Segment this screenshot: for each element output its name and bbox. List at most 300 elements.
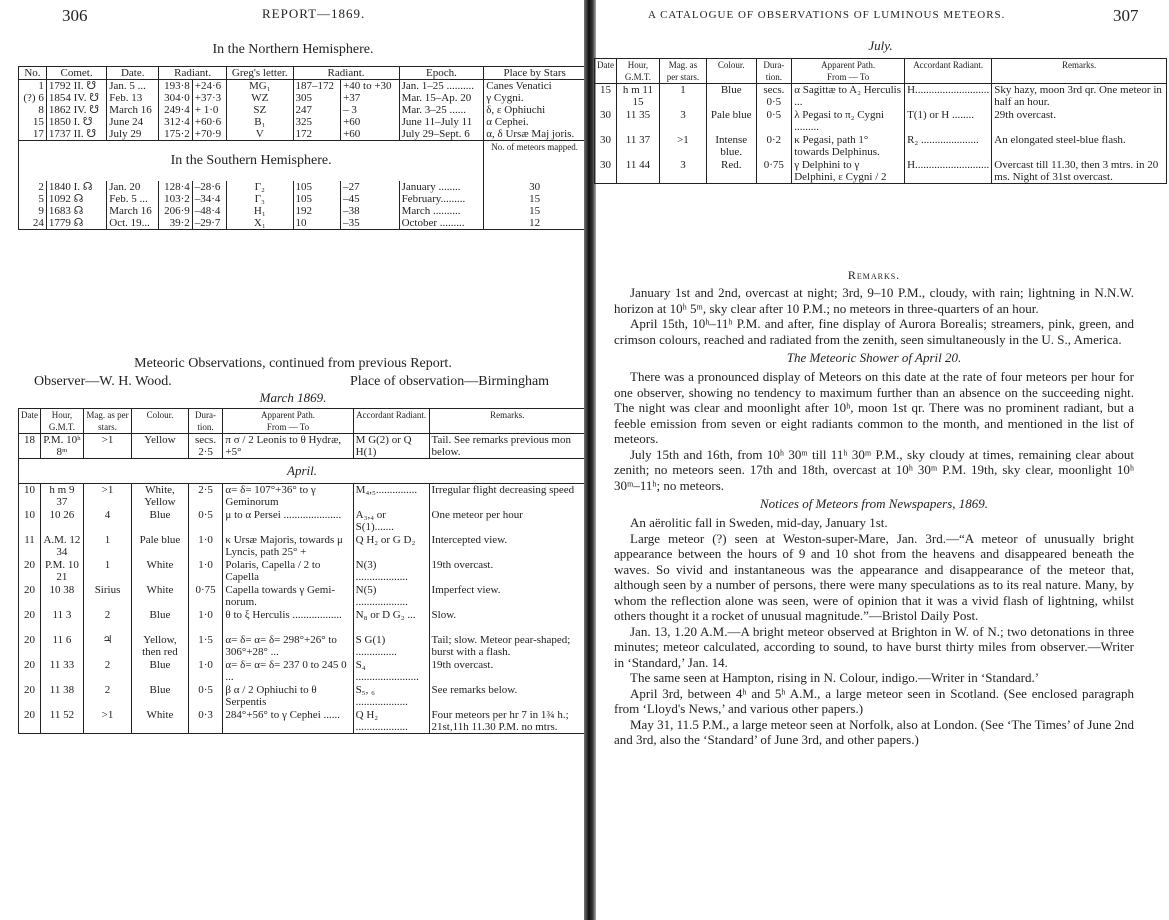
obs-path: α= δ= 107°+36° to γ Geminorum	[223, 484, 353, 509]
paragraph: Large meteor (?) seen at Weston-super-Mare, Jan. 3rd.—“A meteor of unusually bright appearance between the hours of 9 and 10 shot from the heavens and disappeared beneath the waves. So vivid and instantaneous was the appearance and disappearance of the meteor that, although seen by a number of persons, there were many speculations as to its real nature. Many, by whom the reflection alone was seen, were of opinion that it was a vivid flash of lightning, whilst others thought it a rocket of unusual magnitude.”—Bristol Daily Post.	[614, 530, 1134, 623]
comet-mapped: 12	[484, 217, 586, 230]
comet-name: 1779 ☊	[46, 217, 106, 230]
comet-no: 1	[38, 80, 44, 92]
comet-name: 1683 ☊	[46, 205, 106, 217]
comet-epoch: Jan. 1–25 ..........	[399, 80, 484, 93]
obs-hour: h m 9 37	[41, 484, 84, 509]
obs-col-date: Date	[21, 410, 38, 420]
comet-epoch: July 29–Sept. 6	[399, 128, 484, 141]
obs-remarks: 19th overcast.	[429, 559, 585, 584]
comet-ra: 249·4	[159, 104, 193, 116]
comet-no: 8	[38, 104, 44, 116]
comet-ra: 103·2	[159, 193, 193, 205]
col-radiant-2: Radiant.	[293, 67, 399, 80]
radiant-decl: +37	[341, 92, 399, 104]
obs-mag: >1	[83, 484, 131, 509]
comet-greg: MG₁	[227, 80, 293, 93]
obs-path: κ Ursæ Majoris, towards μ Lyncis, path 25° +	[223, 534, 353, 559]
obs-mag: 1	[659, 84, 706, 109]
comet-ra: 304·0	[159, 92, 193, 104]
obs-accordant: S₅, ₆ ...................	[353, 684, 429, 709]
july-to-header: To	[859, 72, 870, 82]
obs-accordant: R₂ .....................	[905, 134, 992, 159]
obs-path: π σ / 2 Leonis to θ Hydræ, +5°	[223, 434, 353, 459]
observation-row	[19, 659, 586, 684]
obs-duration: 0·3	[188, 709, 223, 734]
comet-date: Feb. 5 ...	[107, 193, 159, 205]
obs-colour: Blue	[132, 684, 188, 709]
obs-colour: Blue	[706, 84, 756, 109]
radiant-ra: 10	[293, 217, 341, 230]
obs-duration: 0·75	[756, 159, 792, 184]
to-header: To	[299, 422, 310, 432]
newspapers-title: Notices of Meteors from Newspapers, 1869.	[759, 496, 989, 511]
obs-path: α= δ= α= δ= 237 0 to 245 0 ...	[223, 659, 353, 684]
comet-date: March 16	[107, 205, 159, 217]
obs-duration: secs. 0·5	[756, 84, 792, 109]
july-col-mag: Mag. as per stars.	[659, 59, 706, 84]
path-header: Apparent Path.	[261, 410, 316, 420]
comet-row	[19, 116, 586, 128]
obs-duration: 0·5	[756, 109, 792, 134]
march-rows	[19, 434, 586, 459]
from-header: From	[266, 422, 287, 432]
july-col-path: Apparent Path. From — To	[792, 59, 905, 84]
comet-row	[19, 104, 586, 116]
obs-accordant: N₈ or D G₂ ...	[353, 609, 429, 634]
obs-hour: 11 35	[617, 109, 660, 134]
obs-mag: 1	[83, 559, 131, 584]
july-rows	[595, 84, 1167, 184]
observation-row	[19, 634, 586, 659]
radiant-decl: +60	[341, 128, 399, 141]
obs-accordant: Q H₂ ...................	[353, 709, 429, 734]
obs-mag: Sirius	[83, 584, 131, 609]
month-march: March 1869.	[259, 390, 327, 405]
comet-epoch: March ..........	[399, 205, 484, 217]
obs-duration: 0·75	[188, 584, 223, 609]
obs-colour: Blue	[132, 509, 188, 534]
observation-row	[19, 509, 586, 534]
obs-date: 11	[24, 533, 35, 546]
obs-date: 20	[24, 608, 35, 621]
observation-row	[19, 609, 586, 634]
comet-mapped: 15	[484, 193, 586, 205]
obs-date: 30	[600, 158, 611, 171]
obs-remarks: Irregular flight decreasing speed	[429, 484, 585, 509]
obs-accordant: N(5) ...................	[353, 584, 429, 609]
comet-epoch: October .........	[399, 217, 484, 230]
obs-path: α= δ= α= δ= 298°+26° to 306°+28° ...	[223, 634, 353, 659]
place-of-observation: Place of observation—Birmingham	[350, 374, 550, 389]
radiant-decl: – 3	[341, 104, 399, 116]
july-col-hour: Hour, G.M.T.	[617, 59, 660, 84]
newspaper-paragraphs	[614, 515, 1134, 748]
obs-remarks: Imperfect view.	[429, 584, 585, 609]
col-date: Date.	[107, 67, 159, 80]
observation-row	[19, 484, 586, 509]
comet-decl: +60·6	[192, 116, 226, 128]
paragraph: January 1st and 2nd, overcast at night; 3rd, 9–10 P.M., cloudy, with rain; lightning in N.N.W. horizon at 10ʰ 5ᵐ, sky clear after 10 P.M.; no meteors in three-quarters of an hour.	[614, 285, 1134, 316]
obs-mag: 4	[83, 509, 131, 534]
july-col-date: Date	[597, 60, 614, 70]
obs-date: 10	[24, 484, 35, 496]
obs-remarks: 29th overcast.	[992, 109, 1167, 134]
obs-accordant: A₃,₄ or S(1).......	[353, 509, 429, 534]
radiant-decl: –45	[341, 193, 399, 205]
obs-accordant: T(1) or H ........	[905, 109, 992, 134]
obs-colour: White	[132, 584, 188, 609]
south-title: In the Southern Hemisphere.	[19, 141, 484, 182]
comet-name: 1850 I. ☋	[46, 116, 106, 128]
observation-row	[595, 84, 1167, 109]
comet-epoch: January ........	[399, 181, 484, 193]
comet-name: 1792 II. ☋	[46, 80, 106, 93]
obs-remarks: An elongated steel-blue flash.	[992, 134, 1167, 159]
col-epoch: Epoch.	[399, 67, 484, 80]
comet-date: March 16	[107, 104, 159, 116]
july-col-colour: Colour.	[706, 59, 756, 84]
comet-greg: SZ	[227, 104, 293, 116]
obs-col-colour: Colour.	[132, 409, 188, 434]
comet-no: 5	[38, 193, 44, 205]
paragraph: May 31, 11.5 P.M., a large meteor seen at Norfolk, also at London. (See ‘The Times’ of June 2nd and 3rd, also the ‘Standard’ of June 3rd, and other papers.)	[614, 716, 1134, 747]
obs-duration: 0·5	[188, 684, 223, 709]
obs-date: 20	[24, 683, 35, 696]
comet-row	[19, 181, 586, 193]
obs-date: 30	[600, 108, 611, 121]
south-mapped-header: No. of meteors mapped.	[484, 141, 586, 182]
obs-col-accordant: Accordant Radiant.	[353, 409, 429, 434]
comet-decl: +70·9	[192, 128, 226, 141]
obs-hour: 11 6	[41, 634, 84, 659]
comet-table	[18, 66, 586, 230]
july-col-accordant: Accordant Radiant.	[905, 59, 992, 84]
paragraph: July 15th and 16th, from 10ʰ 30ᵐ till 11ʰ 30ᵐ P.M., sky cloudy at times, remaining clear about zenith; no meteors seen. 17th and 18th, overcast at 10ʰ 30ᵐ P.M. 19th, sky clear, moonlight 10ʰ 30ᵐ–11ʰ; no meteors.	[614, 446, 1134, 493]
continued-title: Meteoric Observations, continued from previous Report.	[134, 356, 452, 371]
comet-greg: H₁	[227, 205, 293, 217]
col-radiant: Radiant.	[159, 67, 227, 80]
obs-date: 15	[600, 84, 611, 96]
radiant-decl: +60	[341, 116, 399, 128]
obs-hour: 11 37	[617, 134, 660, 159]
south-rows	[19, 181, 586, 230]
shower-paragraphs	[614, 369, 1134, 493]
obs-accordant: M₄,₅...............	[353, 484, 429, 509]
obs-colour: Intense blue.	[706, 134, 756, 159]
comet-ra: 193·8	[159, 80, 193, 93]
comet-date: July 29	[107, 128, 159, 141]
observation-table	[18, 408, 586, 734]
obs-date: 20	[24, 583, 35, 596]
obs-date: 20	[24, 558, 35, 571]
obs-mag: 2	[83, 684, 131, 709]
obs-path: κ Pegasi, path 1° towards Delphinus.	[792, 134, 905, 159]
comet-date: Feb. 13	[107, 92, 159, 104]
paragraph: An aërolitic fall in Sweden, mid-day, January 1st.	[630, 515, 888, 530]
radiant-ra: 247	[293, 104, 341, 116]
obs-path: α Sagittæ to A₂ Herculis ...	[792, 84, 905, 109]
obs-mag: ♃	[83, 634, 131, 659]
comet-row	[19, 80, 586, 93]
obs-duration: 1·0	[188, 534, 223, 559]
obs-accordant: H...........................	[905, 159, 992, 184]
obs-col-mag: Mag. as per stars.	[83, 409, 131, 434]
july-path-header: Apparent Path.	[821, 60, 876, 70]
col-comet: Comet.	[46, 67, 106, 80]
obs-hour: 10 26	[41, 509, 84, 534]
obs-remarks: Four meteors per hr 7 in 1¾ h.; 21st,11h 11.30 P.M. no mtrs.	[429, 709, 585, 734]
obs-col-hour: Hour, G.M.T.	[41, 409, 84, 434]
observation-row	[19, 434, 586, 459]
obs-colour: Pale blue	[706, 109, 756, 134]
obs-path: β α / 2 Ophiuchi to θ Serpentis	[223, 684, 353, 709]
july-from-header: From	[827, 72, 847, 82]
comet-decl: + 1·0	[192, 104, 226, 116]
col-place: Place by Stars	[484, 67, 586, 80]
right-page	[592, 0, 1169, 920]
obs-path: λ Pegasi to π₂ Cygni .........	[792, 109, 905, 134]
shower-title: The Meteoric Shower of April 20.	[786, 350, 962, 365]
obs-remarks: One meteor per hour	[429, 509, 585, 534]
comet-row	[19, 92, 586, 104]
comet-place: Canes Venatici	[484, 80, 586, 93]
obs-mag: 1	[83, 534, 131, 559]
obs-mag: 3	[659, 159, 706, 184]
comet-ra: 128·4	[159, 181, 193, 193]
comet-place: α, δ Ursæ Maj joris.	[484, 128, 586, 141]
obs-remarks: Overcast till 11.30, then 3 mtrs. in 20 ms. Night of 31st overcast.	[992, 159, 1167, 184]
obs-date: 30	[600, 133, 611, 146]
obs-colour: White, Yellow	[132, 484, 188, 509]
radiant-ra: 187–172	[293, 80, 341, 93]
right-page-number: 307	[1113, 6, 1139, 25]
comet-greg: V	[227, 128, 293, 141]
comet-name: 1854 IV. ☋	[46, 92, 106, 104]
comet-name: 1862 IV. ☋	[46, 104, 106, 116]
comet-greg: WZ	[227, 92, 293, 104]
obs-hour: P.M. 10ʰ 8ᵐ	[41, 434, 84, 459]
paragraph: Jan. 13, 1.20 A.M.—A bright meteor observed at Brighton in W. of N.; two detonations in three minutes; meteor calculated, according to sound, to have burst thirty miles from observer.—Writer in ‘Standard,’ Jan. 14.	[614, 623, 1134, 670]
obs-path: Capella towards γ Gemi- norum.	[223, 584, 353, 609]
right-text-block	[614, 268, 1134, 748]
obs-accordant: H...........................	[905, 84, 992, 109]
radiant-ra: 325	[293, 116, 341, 128]
radiant-ra: 192	[293, 205, 341, 217]
obs-hour: 11 3	[41, 609, 84, 634]
col-gregs: Greg's letter.	[227, 67, 293, 80]
radiant-ra: 172	[293, 128, 341, 141]
obs-date: 10	[24, 508, 35, 521]
obs-date: 18	[24, 434, 35, 446]
comet-epoch: February.........	[399, 193, 484, 205]
comet-decl: –34·4	[192, 193, 226, 205]
radiant-ra: 105	[293, 181, 341, 193]
comet-ra: 312·4	[159, 116, 193, 128]
comet-row	[19, 128, 586, 141]
obs-path: Polaris, Capella / 2 to Capella	[223, 559, 353, 584]
obs-hour: 11 44	[617, 159, 660, 184]
left-running-head: REPORT—1869.	[262, 6, 366, 21]
obs-path: γ Delphini to γ Delphini, ε Cygni / 2	[792, 159, 905, 184]
comet-no: 9	[38, 205, 44, 217]
obs-hour: 11 52	[41, 709, 84, 734]
radiant-decl: –35	[341, 217, 399, 230]
comet-mapped: 15	[484, 205, 586, 217]
comet-name: 1092 ☊	[46, 193, 106, 205]
comet-date: Oct. 19...	[107, 217, 159, 230]
obs-date: 20	[24, 658, 35, 671]
obs-col-duration: Dura- tion.	[188, 409, 223, 434]
obs-accordant: N(3) ...................	[353, 559, 429, 584]
comet-epoch: Mar. 3–25 ......	[399, 104, 484, 116]
obs-accordant: S G(1) ...............	[353, 634, 429, 659]
comet-place: γ Cygni.	[484, 92, 586, 104]
obs-colour: White	[132, 709, 188, 734]
obs-remarks: Intercepted view.	[429, 534, 585, 559]
comet-decl: +24·6	[192, 80, 226, 93]
comet-date: Jan. 5 ...	[107, 80, 159, 93]
obs-path: μ to α Persei .....................	[223, 509, 353, 534]
comet-row	[19, 193, 586, 205]
comet-no: (?) 6	[23, 92, 44, 104]
july-col-duration: Dura- tion.	[756, 59, 792, 84]
obs-path: θ to ξ Herculis ..................	[223, 609, 353, 634]
comet-decl: –48·4	[192, 205, 226, 217]
observation-row	[19, 684, 586, 709]
left-page-number: 306	[62, 6, 88, 25]
comet-no: 17	[32, 128, 44, 140]
obs-mag: >1	[659, 134, 706, 159]
observer: Observer—W. H. Wood.	[34, 374, 172, 389]
obs-mag: >1	[83, 709, 131, 734]
obs-hour: 10 38	[41, 584, 84, 609]
observation-row	[595, 134, 1167, 159]
obs-hour: A.M. 12 34	[41, 534, 84, 559]
comet-row	[19, 217, 586, 230]
comet-no: 15	[32, 116, 44, 128]
obs-date: 20	[24, 633, 35, 646]
observation-row	[19, 559, 586, 584]
july-table	[594, 58, 1167, 184]
comet-ra: 175·2	[159, 128, 193, 141]
comet-decl: –29·7	[192, 217, 226, 230]
comet-date: June 24	[107, 116, 159, 128]
observation-row	[19, 709, 586, 734]
obs-col-path: Apparent Path. From — To	[223, 409, 353, 434]
paragraph: April 15th, 10ʰ–11ʰ P.M. and after, fine display of Aurora Borealis; streamers, pink, green, and crimson colours, reached and radiated from the zenith, seen simultaneously in the U. S., America.	[614, 316, 1134, 347]
comet-mapped: 30	[484, 181, 586, 193]
comet-row	[19, 205, 586, 217]
obs-mag: 3	[659, 109, 706, 134]
observation-row	[19, 534, 586, 559]
comet-place: δ, ε Ophiuchi	[484, 104, 586, 116]
observation-row	[19, 584, 586, 609]
comet-ra: 39·2	[159, 217, 193, 230]
remarks-title: Remarks.	[847, 268, 901, 282]
july-col-remarks: Remarks.	[992, 59, 1167, 84]
obs-date: 20	[24, 708, 35, 721]
obs-mag: >1	[83, 434, 131, 459]
obs-duration: 2·5	[188, 484, 223, 509]
paragraph: The same seen at Hampton, rising in N. Colour, indigo.—Writer in ‘Standard.’	[630, 670, 1040, 685]
obs-remarks: Tail; slow. Meteor pear-shaped; burst with a flash.	[429, 634, 585, 659]
month-july: July.	[868, 38, 893, 53]
obs-accordant: S₄ .......................	[353, 659, 429, 684]
paragraph: April 3rd, between 4ʰ and 5ʰ A.M., a large meteor seen in Scotland. (See enclosed paragraph from ‘Lloyd's News,’ and various other papers.)	[614, 685, 1134, 716]
comet-place: α Cephei.	[484, 116, 586, 128]
obs-hour: 11 38	[41, 684, 84, 709]
obs-remarks: Tail. See remarks previous mon below.	[429, 434, 585, 459]
obs-duration: secs. 2·5	[188, 434, 223, 459]
obs-col-remarks: Remarks.	[429, 409, 585, 434]
obs-colour: Yellow, then red	[132, 634, 188, 659]
obs-duration: 1·5	[188, 634, 223, 659]
radiant-ra: 105	[293, 193, 341, 205]
comet-greg: X₁	[227, 217, 293, 230]
obs-colour: Pale blue	[132, 534, 188, 559]
comet-date: Jan. 20	[107, 181, 159, 193]
obs-colour: Blue	[132, 609, 188, 634]
obs-mag: 2	[83, 609, 131, 634]
obs-duration: 1·0	[188, 559, 223, 584]
remarks-paragraphs	[614, 285, 1134, 347]
obs-colour: White	[132, 559, 188, 584]
observation-row	[595, 109, 1167, 134]
north-title: In the Northern Hemisphere.	[212, 42, 374, 57]
right-running-head: A CATALOGUE OF OBSERVATIONS OF LUMINOUS METEORS.	[648, 9, 1006, 21]
paragraph: There was a pronounced display of Meteors on this date at the rate of four meteors per hour for one observer, showing no tendency to maximum further than an absence on the succeeding night. The night was clear and moonlight after 10ʰ, moon 1st qr. There was no prominent radiant, but a feeble emission from seven or eight radiants common to the month, and mentioned in the list of meteors.	[614, 369, 1134, 446]
comet-epoch: Mar. 15–Ap. 20	[399, 92, 484, 104]
obs-remarks: See remarks below.	[429, 684, 585, 709]
obs-accordant: Q H₂ or G D₂	[353, 534, 429, 559]
obs-colour: Red.	[706, 159, 756, 184]
obs-hour: h m 11 15	[617, 84, 660, 109]
obs-remarks: Sky hazy, moon 3rd qr. One meteor in half an hour.	[992, 84, 1167, 109]
obs-colour: Blue	[132, 659, 188, 684]
comet-name: 1840 I. ☊	[46, 181, 106, 193]
comet-no: 2	[38, 181, 44, 193]
obs-hour: 11 33	[41, 659, 84, 684]
comet-ra: 206·9	[159, 205, 193, 217]
obs-hour: P.M. 10 21	[41, 559, 84, 584]
radiant-decl: +40 to +30	[341, 80, 399, 93]
comet-decl: –28·6	[192, 181, 226, 193]
comet-greg: Γ₃	[227, 193, 293, 205]
radiant-decl: –27	[341, 181, 399, 193]
comet-greg: B₁	[227, 116, 293, 128]
month-april: April.	[19, 459, 586, 484]
comet-name: 1737 II. ☋	[46, 128, 106, 141]
comet-greg: Γ₂	[227, 181, 293, 193]
north-rows	[19, 80, 586, 141]
radiant-decl: –38	[341, 205, 399, 217]
radiant-ra: 305	[293, 92, 341, 104]
comet-no: 24	[32, 217, 44, 229]
obs-duration: 0·2	[756, 134, 792, 159]
obs-duration: 0·5	[188, 509, 223, 534]
obs-path: 284°+56° to γ Cephei ......	[223, 709, 353, 734]
obs-colour: Yellow	[132, 434, 188, 459]
obs-remarks: Slow.	[429, 609, 585, 634]
observation-row	[595, 159, 1167, 184]
obs-duration: 1·0	[188, 609, 223, 634]
comet-decl: +37·3	[192, 92, 226, 104]
obs-accordant: M G(2) or Q H(1)	[353, 434, 429, 459]
comet-epoch: June 11–July 11	[399, 116, 484, 128]
april-rows	[19, 484, 586, 734]
col-no: No.	[24, 67, 41, 79]
